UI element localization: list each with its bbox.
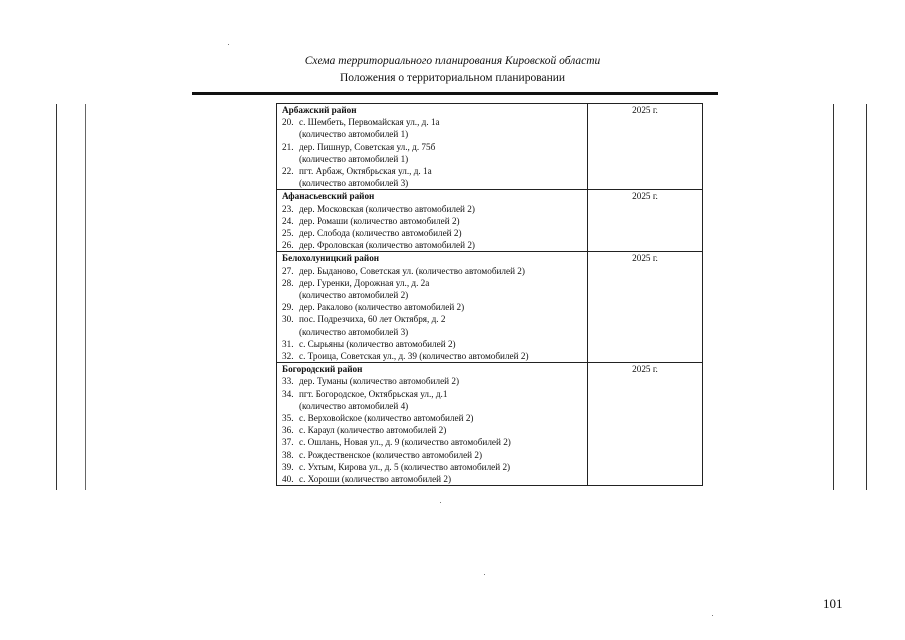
item-number: 38. xyxy=(282,449,294,460)
year-cell: 2025 г. xyxy=(588,104,703,190)
list-item xyxy=(282,313,587,325)
item-text: дер. Слобода (количество автомобилей 2) xyxy=(299,228,462,239)
scan-speck xyxy=(440,502,441,503)
item-number: 40. xyxy=(282,474,294,485)
item-text: дер. Ромаши (количество автомобилей 2) xyxy=(299,215,460,226)
item-text-continuation: (количество автомобилей 1) xyxy=(299,129,409,140)
document-subtitle: Положения о территориальном планировании xyxy=(339,72,566,84)
item-number: 31. xyxy=(282,338,294,349)
left-scan-line-inner xyxy=(85,104,86,490)
list-item xyxy=(282,215,587,227)
list-item xyxy=(282,141,587,153)
item-number: 32. xyxy=(282,351,294,362)
item-text: дер. Быданово, Советская ул. (количество автомобилей 2) xyxy=(299,265,525,276)
list-item xyxy=(282,265,587,277)
list-item xyxy=(282,350,587,362)
table-row xyxy=(277,252,703,363)
scan-speck xyxy=(228,44,229,45)
item-text: дер. Туманы (количество автомобилей 2) xyxy=(299,376,460,387)
table-row xyxy=(277,363,703,486)
left-scan-line xyxy=(56,104,57,490)
item-text: с. Рождественское (количество автомобилей 2) xyxy=(299,449,483,460)
item-number: 22. xyxy=(282,166,294,177)
district-cell xyxy=(277,104,588,190)
header-rule xyxy=(192,92,718,95)
item-text: дер. Фроловская (количество автомобилей 2) xyxy=(299,240,475,251)
item-text: пос. Подрезчиха, 60 лет Октября, д. 2 xyxy=(299,314,446,325)
item-number: 33. xyxy=(282,376,294,387)
right-scan-line-outer xyxy=(866,104,867,490)
item-number: 26. xyxy=(282,240,294,251)
item-text: с. Сырьяны (количество автомобилей 2) xyxy=(299,338,456,349)
item-number: 24. xyxy=(282,215,294,226)
district-name: Белохолуницкий район xyxy=(282,253,380,264)
item-number: 23. xyxy=(282,203,294,214)
district-cell xyxy=(277,252,588,363)
item-text: с. Троица, Советская ул., д. 39 (количество автомобилей 2) xyxy=(299,351,529,362)
item-text: дер. Гуренки, Дорожная ул., д. 2а xyxy=(299,277,430,288)
item-text: с. Караул (количество автомобилей 2) xyxy=(299,425,447,436)
district-name: Арбажский район xyxy=(282,105,357,115)
item-text-continuation: (количество автомобилей 4) xyxy=(299,400,409,411)
item-number: 28. xyxy=(282,277,294,288)
year-cell: 2025 г. xyxy=(588,252,703,363)
item-text: дер. Пишнур, Советская ул., д. 75б xyxy=(299,141,436,152)
list-item xyxy=(282,473,587,485)
item-number: 27. xyxy=(282,265,294,276)
list-item xyxy=(282,239,587,251)
year-cell: 2025 г. xyxy=(588,190,703,252)
list-item xyxy=(282,227,587,239)
scan-speck xyxy=(712,615,713,616)
list-item xyxy=(282,461,587,473)
year-cell: 2025 г. xyxy=(588,363,703,486)
scan-speck xyxy=(484,574,485,575)
planning-table-body xyxy=(277,104,703,486)
item-text: с. Ошлань, Новая ул., д. 9 (количество автомобилей 2) xyxy=(299,437,511,448)
list-item xyxy=(282,375,587,387)
item-number: 37. xyxy=(282,437,294,448)
item-text: с. Шембеть, Первомайская ул., д. 1а xyxy=(299,117,440,128)
item-number: 25. xyxy=(282,228,294,239)
item-number: 20. xyxy=(282,117,294,128)
item-number: 39. xyxy=(282,461,294,472)
item-text: дер. Ракалово (количество автомобилей 2) xyxy=(299,302,465,313)
district-cell xyxy=(277,190,588,252)
planning-table xyxy=(276,103,703,486)
district-name: Афанасьевский район xyxy=(282,191,375,202)
item-number: 35. xyxy=(282,413,294,424)
list-item xyxy=(282,165,587,177)
item-text-continuation: (количество автомобилей 1) xyxy=(299,153,409,164)
item-number: 34. xyxy=(282,388,294,399)
district-cell xyxy=(277,363,588,486)
district-name: Богородский район xyxy=(282,364,363,375)
list-item xyxy=(282,412,587,424)
item-number: 30. xyxy=(282,314,294,325)
item-text: с. Ухтым, Кирова ул., д. 5 (количество автомобилей 2) xyxy=(299,461,511,472)
right-scan-line xyxy=(833,104,834,490)
list-item xyxy=(282,277,587,289)
list-item xyxy=(282,424,587,436)
item-text: пгт. Богородское, Октябрьская ул., д.1 xyxy=(299,388,448,399)
item-number: 36. xyxy=(282,425,294,436)
item-text-continuation: (количество автомобилей 3) xyxy=(299,326,409,337)
list-item xyxy=(282,203,587,215)
item-text: пгт. Арбаж, Октябрьская ул., д. 1а xyxy=(299,166,432,177)
item-text-continuation: (количество автомобилей 2) xyxy=(299,290,409,301)
table-row xyxy=(277,104,703,190)
list-item xyxy=(282,116,587,128)
item-text: с. Верховойское (количество автомобилей 2) xyxy=(299,413,474,424)
item-text-continuation: (количество автомобилей 3) xyxy=(299,178,409,189)
list-item xyxy=(282,388,587,400)
list-item xyxy=(282,436,587,448)
item-text: с. Хороши (количество автомобилей 2) xyxy=(299,474,452,485)
item-text: дер. Московская (количество автомобилей 2) xyxy=(299,203,475,214)
list-item xyxy=(282,338,587,350)
list-item xyxy=(282,449,587,461)
page-number: 101 xyxy=(823,596,843,611)
table-row xyxy=(277,190,703,252)
item-number: 21. xyxy=(282,141,294,152)
list-item xyxy=(282,301,587,313)
item-number: 29. xyxy=(282,302,294,313)
document-title: Схема территориального планирования Кировской области xyxy=(304,55,601,67)
